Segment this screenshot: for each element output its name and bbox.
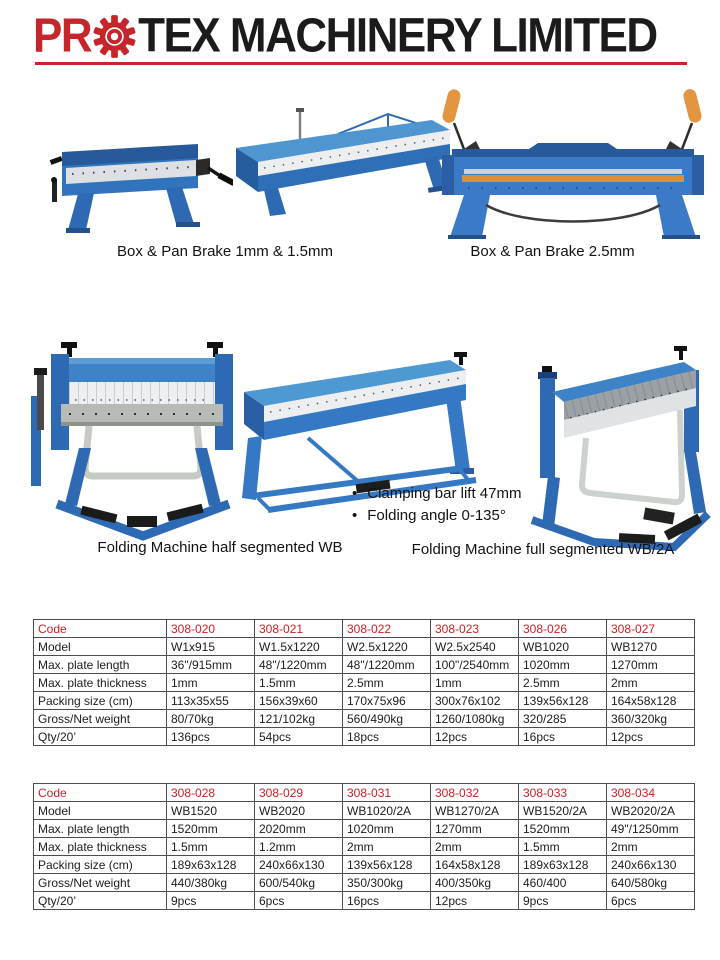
spec-cell: W2.5x2540 [431, 638, 519, 656]
spec-cell: 460/400 [519, 874, 607, 892]
spec-cell: Code [34, 784, 167, 802]
spec-cell: 189x63x128 [167, 856, 255, 874]
spec-cell: 308-026 [519, 620, 607, 638]
box-pan-brake-angled-image [220, 108, 460, 218]
table-code-row [34, 784, 695, 802]
spec-table-2-container [33, 783, 695, 910]
spec-cell: 308-029 [255, 784, 343, 802]
spec-cell: 36"/915mm [167, 656, 255, 674]
spec-cell: 1020mm [519, 656, 607, 674]
spec-cell: 136pcs [167, 728, 255, 746]
header-rule [35, 62, 687, 65]
spec-cell: 12pcs [607, 728, 695, 746]
spec-cell: 308-020 [167, 620, 255, 638]
spec-cell: WB2020 [255, 802, 343, 820]
caption-box-pan-2-5mm: Box & Pan Brake 2.5mm [470, 243, 635, 260]
spec-cell: 2mm [607, 674, 695, 692]
spec-cell: Qty/20’ [34, 892, 167, 910]
logo [33, 10, 657, 62]
table-row [34, 692, 695, 710]
spec-cell: WB1520/2A [519, 802, 607, 820]
table-row [34, 892, 695, 910]
spec-cell: 100"/2540mm [431, 656, 519, 674]
box-pan-brake-small-image [48, 124, 233, 239]
spec-cell: W1.5x1220 [255, 638, 343, 656]
spec-cell: 170x75x96 [343, 692, 431, 710]
table-row [34, 710, 695, 728]
spec-cell: Max. plate thickness [34, 674, 167, 692]
spec-cell: Model [34, 638, 167, 656]
spec-cell: 440/380kg [167, 874, 255, 892]
caption-folding-half: Folding Machine half segmented WB [97, 539, 343, 556]
spec-cell: 1520mm [167, 820, 255, 838]
spec-cell: WB1020/2A [343, 802, 431, 820]
spec-cell: Gross/Net weight [34, 710, 167, 728]
spec-cell: 12pcs [431, 892, 519, 910]
spec-cell: 139x56x128 [519, 692, 607, 710]
spec-cell: 308-022 [343, 620, 431, 638]
spec-cell: 6pcs [607, 892, 695, 910]
spec-cell: 6pcs [255, 892, 343, 910]
spec-cell: 308-023 [431, 620, 519, 638]
spec-cell: WB1020 [519, 638, 607, 656]
spec-cell: 308-033 [519, 784, 607, 802]
caption-folding-full: Folding Machine full segmented WB/2A [411, 541, 675, 558]
spec-cell: WB1270 [607, 638, 695, 656]
spec-cell: 300x76x102 [431, 692, 519, 710]
table-row [34, 656, 695, 674]
bullet-dot: • [352, 507, 358, 524]
table-row [34, 820, 695, 838]
spec-cell: 164x58x128 [607, 692, 695, 710]
spec-cell: Max. plate length [34, 656, 167, 674]
spec-table [33, 619, 695, 746]
spec-table-1-container [33, 619, 695, 746]
spec-cell: 49"/1250mm [607, 820, 695, 838]
spec-cell: 121/102kg [255, 710, 343, 728]
spec-cell: 350/300kg [343, 874, 431, 892]
table-code-row [34, 620, 695, 638]
spec-cell: 320/285 [519, 710, 607, 728]
logo-text-pr: PR [33, 8, 92, 63]
spec-cell: Max. plate length [34, 820, 167, 838]
spec-cell: 16pcs [519, 728, 607, 746]
spec-cell: 9pcs [519, 892, 607, 910]
bullet-item [352, 485, 521, 502]
table-row [34, 856, 695, 874]
spec-cell: 2.5mm [519, 674, 607, 692]
spec-cell: 308-027 [607, 620, 695, 638]
spec-cell: 560/490kg [343, 710, 431, 728]
spec-cell: 164x58x128 [431, 856, 519, 874]
folding-machine-half-segmented-image [25, 338, 265, 543]
spec-cell: Max. plate thickness [34, 838, 167, 856]
spec-cell: 113x35x55 [167, 692, 255, 710]
spec-cell: 1.5mm [519, 838, 607, 856]
spec-cell: 600/540kg [255, 874, 343, 892]
spec-cell: Model [34, 802, 167, 820]
spec-cell: 189x63x128 [519, 856, 607, 874]
spec-cell: 48"/1220mm [343, 656, 431, 674]
spec-cell: W1x915 [167, 638, 255, 656]
spec-cell: Gross/Net weight [34, 874, 167, 892]
spec-cell: WB1270/2A [431, 802, 519, 820]
spec-cell: Packing size (cm) [34, 692, 167, 710]
table-row [34, 838, 695, 856]
table-row [34, 728, 695, 746]
spec-cell: 308-034 [607, 784, 695, 802]
spec-cell: 1520mm [519, 820, 607, 838]
spec-cell: 308-028 [167, 784, 255, 802]
spec-cell: 308-032 [431, 784, 519, 802]
table-row [34, 638, 695, 656]
bullet-item [352, 507, 521, 524]
spec-cell: 240x66x130 [607, 856, 695, 874]
table-row [34, 674, 695, 692]
spec-cell: WB1520 [167, 802, 255, 820]
spec-cell: 80/70kg [167, 710, 255, 728]
box-pan-brake-2-5mm-image [428, 85, 718, 243]
spec-cell: 2020mm [255, 820, 343, 838]
spec-cell: 1260/1080kg [431, 710, 519, 728]
spec-cell: 640/580kg [607, 874, 695, 892]
spec-cell: 1.5mm [255, 674, 343, 692]
spec-cell: 1.2mm [255, 838, 343, 856]
spec-cell: 2mm [607, 838, 695, 856]
spec-cell: 1.5mm [167, 838, 255, 856]
logo-text-rest: TEX MACHINERY LIMITED [138, 8, 657, 63]
spec-cell: 308-031 [343, 784, 431, 802]
spec-cell: 139x56x128 [343, 856, 431, 874]
spec-cell: 1mm [167, 674, 255, 692]
spec-cell: 1mm [431, 674, 519, 692]
table-row [34, 874, 695, 892]
spec-cell: 48"/1220mm [255, 656, 343, 674]
bullet-text: Clamping bar lift 47mm [367, 485, 522, 502]
gear-icon [92, 14, 137, 59]
spec-cell: 2.5mm [343, 674, 431, 692]
table-row [34, 802, 695, 820]
bullet-dot: • [352, 485, 358, 502]
spec-cell: WB2020/2A [607, 802, 695, 820]
spec-cell: 240x66x130 [255, 856, 343, 874]
spec-cell: 16pcs [343, 892, 431, 910]
spec-cell: 1270mm [431, 820, 519, 838]
spec-cell: 12pcs [431, 728, 519, 746]
spec-table [33, 783, 695, 910]
spec-cell: 1270mm [607, 656, 695, 674]
spec-cell: Code [34, 620, 167, 638]
spec-cell: Qty/20’ [34, 728, 167, 746]
folding-machine-full-segmented-image [524, 340, 719, 552]
spec-cell: 9pcs [167, 892, 255, 910]
spec-cell: 2mm [343, 838, 431, 856]
spec-cell: 1020mm [343, 820, 431, 838]
bullet-text: Folding angle 0-135° [367, 507, 506, 524]
spec-cell: W2.5x1220 [343, 638, 431, 656]
spec-cell: 156x39x60 [255, 692, 343, 710]
feature-bullets [352, 485, 521, 529]
spec-cell: Packing size (cm) [34, 856, 167, 874]
spec-cell: 308-021 [255, 620, 343, 638]
spec-cell: 400/350kg [431, 874, 519, 892]
spec-cell: 360/320kg [607, 710, 695, 728]
spec-cell: 54pcs [255, 728, 343, 746]
spec-cell: 2mm [431, 838, 519, 856]
caption-box-pan-1mm: Box & Pan Brake 1mm & 1.5mm [117, 243, 333, 260]
spec-cell: 18pcs [343, 728, 431, 746]
